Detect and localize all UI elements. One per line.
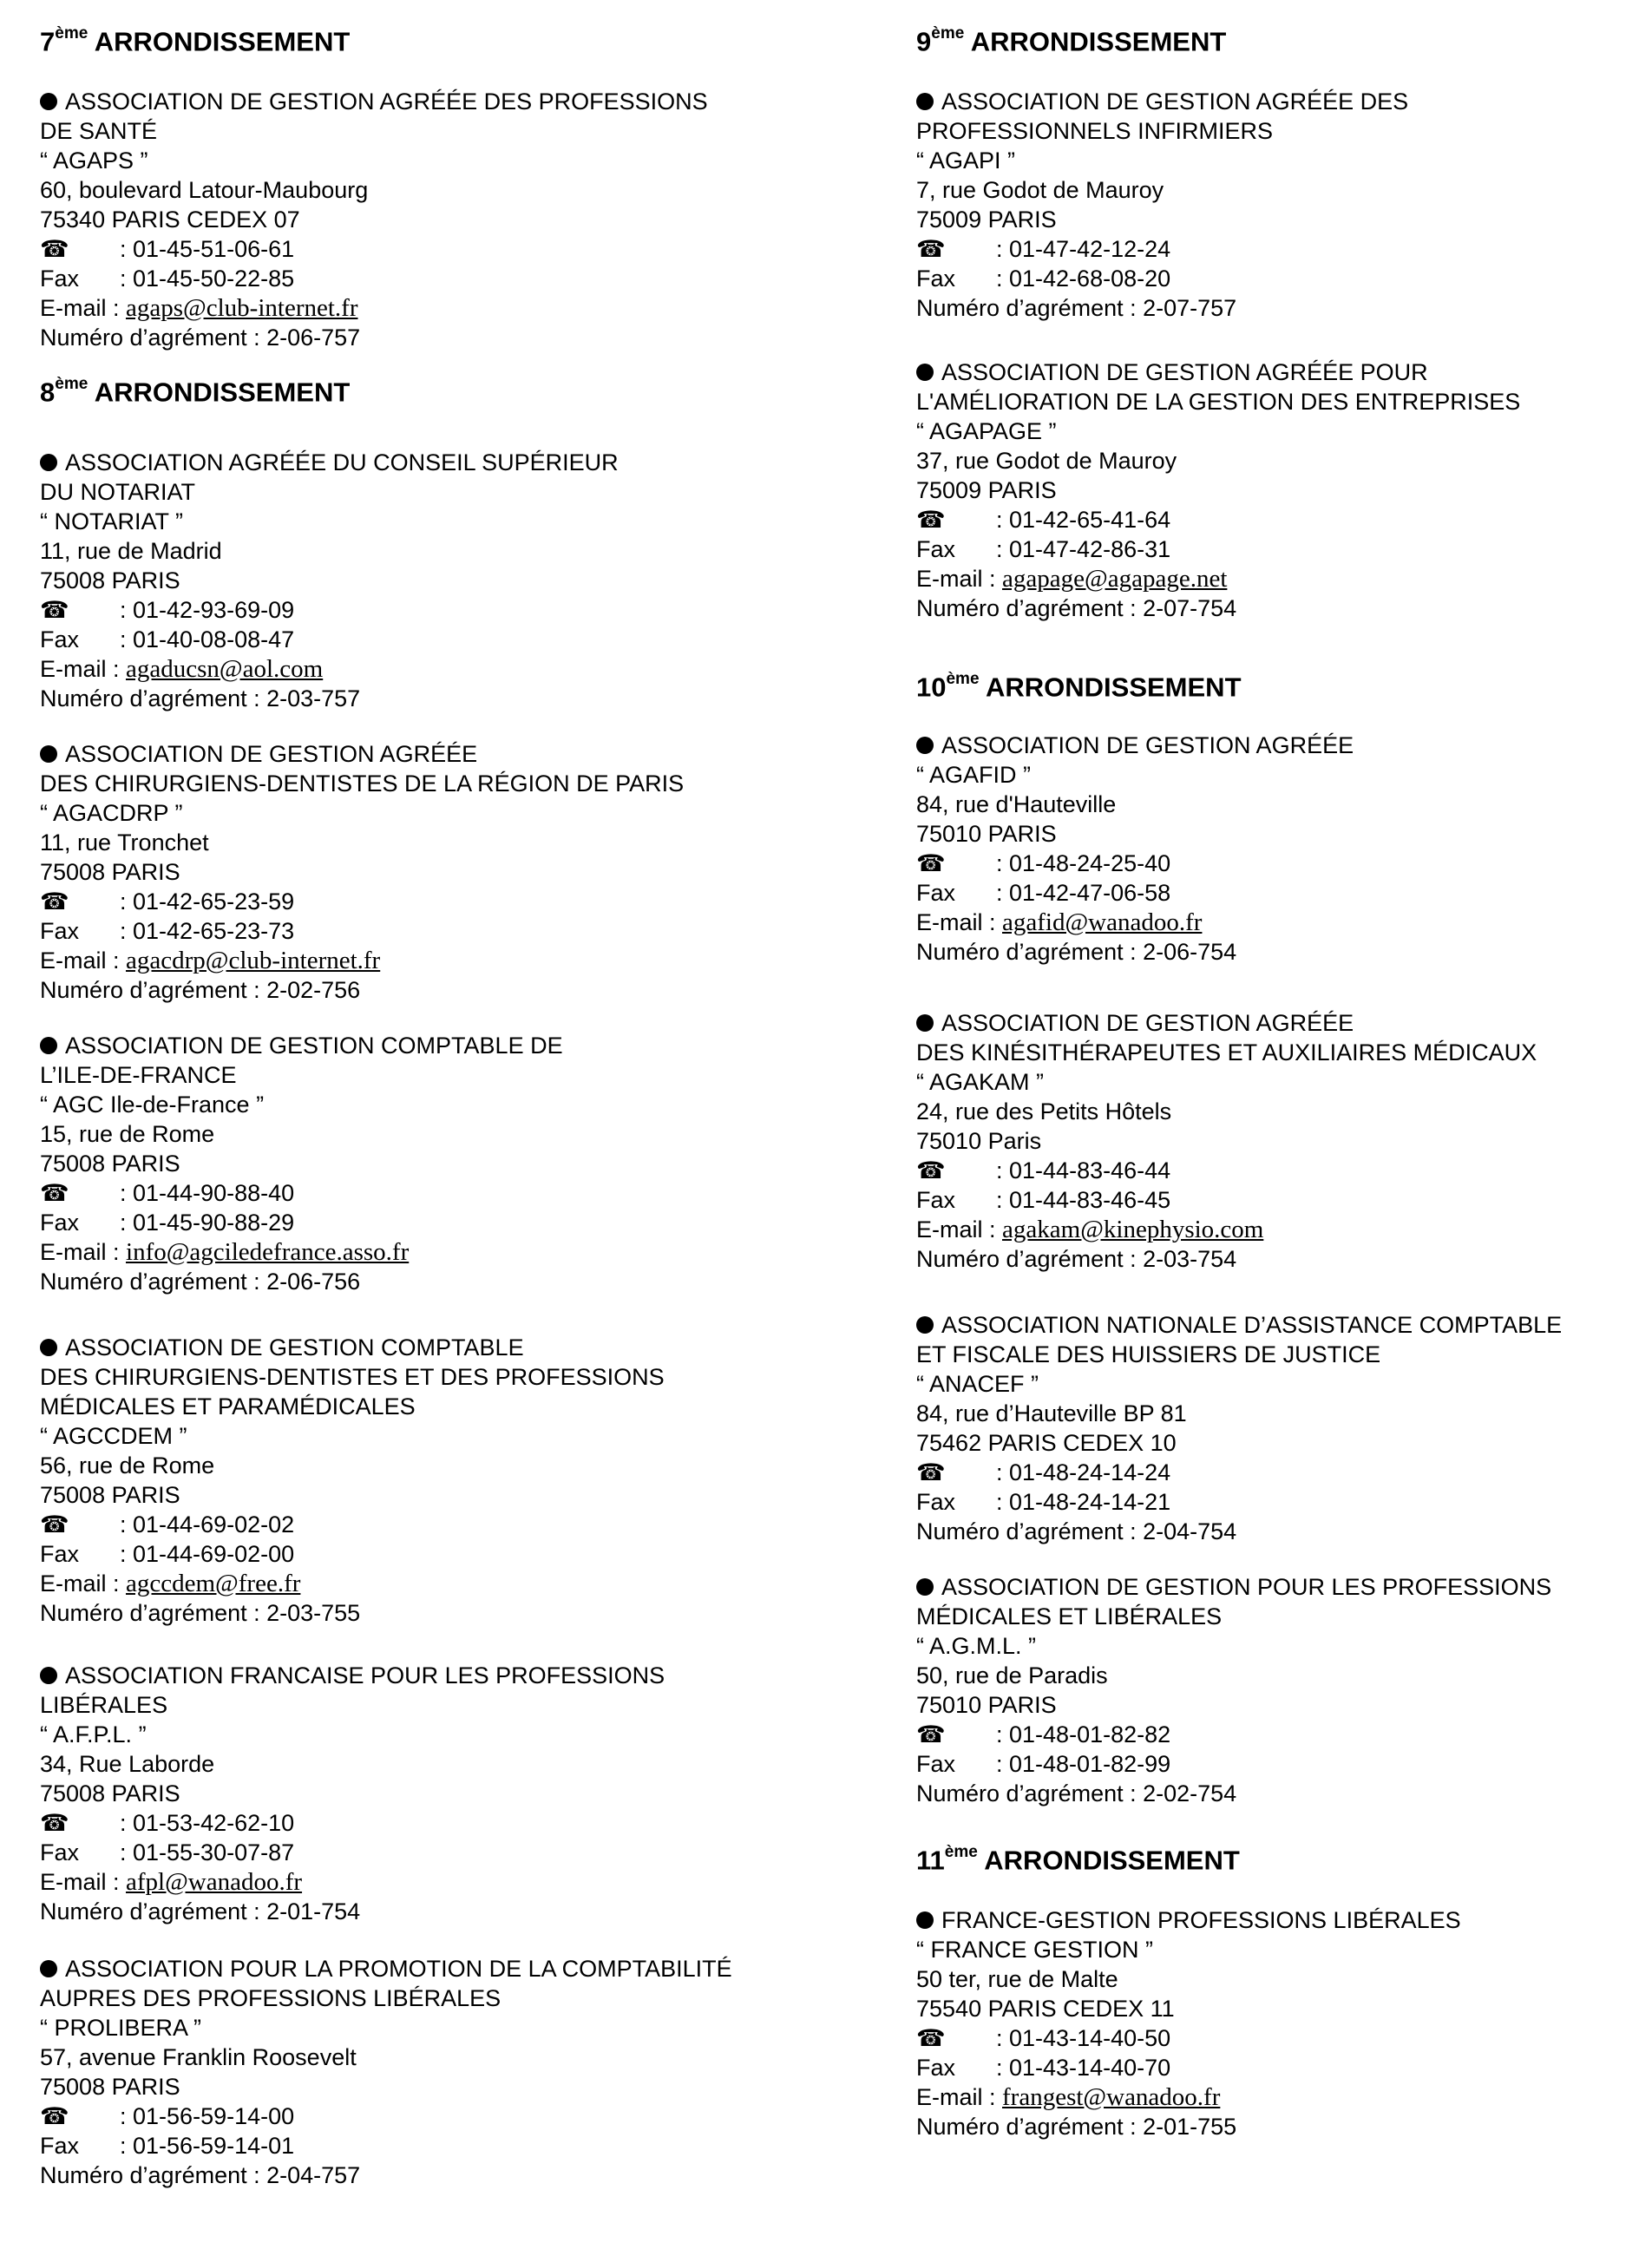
association-name-text: ASSOCIATION DE GESTION AGRÉÉE POUR <box>941 359 1428 385</box>
agrement-number: Numéro d’agrément : 2-07-754 <box>916 595 1237 621</box>
email-line <box>40 293 856 323</box>
street-address: 60, boulevard Latour-Maubourg <box>40 177 369 203</box>
telephone-icon: ☎ <box>40 236 69 262</box>
fax-line <box>40 2131 856 2160</box>
phone-separator: : <box>120 236 134 262</box>
association-name-text: L’ILE-DE-FRANCE <box>40 1062 237 1088</box>
fax-label: Fax <box>40 918 80 944</box>
phone-separator: : <box>120 1810 134 1836</box>
association-acronym: “ A.G.M.L. ” <box>916 1633 1037 1659</box>
association-entry <box>916 1572 1645 1808</box>
fax-label: Fax <box>916 1187 956 1213</box>
association-name-line <box>916 1905 1645 1935</box>
phone-separator: : <box>996 1157 1010 1184</box>
phone-line <box>916 234 1645 264</box>
fax-number: : 01-44-69-02-00 <box>120 1541 295 1567</box>
phone-number: 01-48-01-82-82 <box>1009 1721 1171 1747</box>
heading-number: 7 <box>40 26 56 57</box>
email-link[interactable]: agccdem@free.fr <box>126 1570 301 1597</box>
section-heading <box>40 19 856 59</box>
telephone-icon: ☎ <box>916 1157 946 1184</box>
association-acronym: “ A.F.P.L. ” <box>40 1721 147 1747</box>
phone-line <box>40 595 856 625</box>
email-line <box>40 1237 856 1267</box>
phone-number: 01-43-14-40-50 <box>1009 2025 1171 2051</box>
fax-label: Fax <box>916 880 956 906</box>
association-name-line <box>916 1340 1645 1369</box>
fax-number: : 01-42-65-23-73 <box>120 918 295 944</box>
fax-line <box>916 1487 1645 1517</box>
telephone-icon: ☎ <box>40 1810 69 1836</box>
fax-line <box>40 625 856 654</box>
agrement-number: Numéro d’agrément : 2-04-754 <box>916 1518 1237 1544</box>
heading-text: ARRONDISSEMENT <box>984 1845 1240 1876</box>
association-entry <box>40 1031 856 1296</box>
email-line <box>40 1569 856 1598</box>
street-address: 34, Rue Laborde <box>40 1751 215 1777</box>
email-link[interactable]: agacdrp@club-internet.fr <box>126 947 381 974</box>
association-name-text: FRANCE-GESTION PROFESSIONS LIBÉRALES <box>941 1907 1461 1933</box>
fax-number: : 01-47-42-86-31 <box>996 536 1171 562</box>
association-entry <box>40 739 856 1005</box>
agrement-number: Numéro d’agrément : 2-04-757 <box>40 2162 361 2188</box>
association-name-line <box>40 769 856 798</box>
association-name-text: ASSOCIATION DE GESTION AGRÉÉE DES <box>941 89 1409 115</box>
fax-label: Fax <box>40 1839 80 1865</box>
phone-separator: : <box>120 597 134 623</box>
phone-line <box>916 505 1645 534</box>
association-entry <box>40 87 856 352</box>
email-label: E-mail : <box>916 1216 1003 1243</box>
phone-number: 01-48-24-25-40 <box>1009 850 1171 876</box>
phone-line <box>916 1458 1645 1487</box>
association-name-line <box>916 1008 1645 1038</box>
bullet-icon <box>916 93 934 110</box>
association-name-line <box>916 1602 1645 1631</box>
phone-separator: : <box>996 850 1010 876</box>
phone-number: 01-56-59-14-00 <box>133 2103 295 2129</box>
heading-superscript: ème <box>944 1843 978 1861</box>
association-name-line <box>40 1983 856 2013</box>
bullet-icon <box>916 1911 934 1929</box>
phone-line <box>916 2023 1645 2053</box>
association-name-text: DU NOTARIAT <box>40 479 195 505</box>
bullet-icon <box>40 93 57 110</box>
agrement-number: Numéro d’agrément : 2-06-756 <box>40 1269 361 1295</box>
phone-separator: : <box>996 1721 1010 1747</box>
heading-text: ARRONDISSEMENT <box>94 26 351 57</box>
association-name-text: ASSOCIATION DE GESTION COMPTABLE DE <box>65 1033 563 1059</box>
heading-text: ARRONDISSEMENT <box>94 377 351 408</box>
association-name-line <box>916 357 1645 387</box>
fax-number: : 01-55-30-07-87 <box>120 1839 295 1865</box>
fax-number: : 01-43-14-40-70 <box>996 2055 1171 2081</box>
email-label: E-mail : <box>916 2084 1003 2110</box>
postal-city: 75010 Paris <box>916 1128 1042 1154</box>
section-heading <box>916 19 1645 59</box>
association-name-line <box>40 477 856 507</box>
email-line <box>916 1215 1645 1244</box>
bullet-icon <box>40 1960 57 1977</box>
association-entry <box>916 1905 1645 2141</box>
fax-line <box>40 1838 856 1867</box>
telephone-icon: ☎ <box>40 888 69 915</box>
association-name-text: DES CHIRURGIENS-DENTISTES DE LA RÉGION DE PARIS <box>40 770 685 797</box>
agrement-number: Numéro d’agrément : 2-03-754 <box>916 1246 1237 1272</box>
bullet-icon <box>40 745 57 763</box>
email-link[interactable]: agapage@agapage.net <box>1002 565 1228 593</box>
street-address: 84, rue d'Hauteville <box>916 791 1117 817</box>
association-name-text: PROFESSIONNELS INFIRMIERS <box>916 118 1274 144</box>
association-name-line <box>40 116 856 146</box>
fax-label: Fax <box>916 1751 956 1777</box>
section-heading <box>916 665 1645 705</box>
street-address: 57, avenue Franklin Roosevelt <box>40 2044 357 2070</box>
arrondissement-heading <box>916 19 1645 59</box>
association-entry <box>40 448 856 713</box>
email-link[interactable]: agakam@kinephysio.com <box>1002 1216 1264 1243</box>
association-name-line <box>40 1954 856 1983</box>
association-name-text: ASSOCIATION NATIONALE D’ASSISTANCE COMPTABLE <box>941 1312 1563 1338</box>
phone-number: 01-42-65-23-59 <box>133 888 295 915</box>
association-name-text: ASSOCIATION DE GESTION AGRÉÉE DES PROFESSIONS <box>65 89 708 115</box>
association-acronym: “ AGAKAM ” <box>916 1069 1045 1095</box>
association-name-line <box>916 1038 1645 1067</box>
arrondissement-heading <box>916 665 1645 705</box>
postal-city: 75008 PARIS <box>40 567 180 593</box>
association-name-text: DE SANTÉ <box>40 118 158 144</box>
street-address: 7, rue Godot de Mauroy <box>916 177 1164 203</box>
association-name-text: ET FISCALE DES HUISSIERS DE JUSTICE <box>916 1341 1381 1367</box>
telephone-icon: ☎ <box>40 1180 69 1206</box>
street-address: 24, rue des Petits Hôtels <box>916 1098 1172 1124</box>
telephone-icon: ☎ <box>916 507 946 533</box>
phone-number: 01-44-69-02-02 <box>133 1511 295 1538</box>
association-entry <box>916 357 1645 623</box>
association-name-line <box>916 87 1645 116</box>
association-name-line <box>40 1392 856 1421</box>
association-acronym: “ AGAFID ” <box>916 762 1032 788</box>
association-acronym: “ AGACDRP ” <box>40 800 183 826</box>
street-address: 15, rue de Rome <box>40 1121 215 1147</box>
heading-superscript: ème <box>55 375 88 393</box>
heading-number: 8 <box>40 377 56 408</box>
association-name-line <box>40 1031 856 1060</box>
phone-line <box>916 1720 1645 1749</box>
heading-number: 10 <box>916 672 947 703</box>
fax-line <box>916 264 1645 293</box>
association-acronym: “ FRANCE GESTION ” <box>916 1937 1154 1963</box>
bullet-icon <box>916 364 934 381</box>
heading-number: 11 <box>916 1845 945 1876</box>
phone-number: 01-42-65-41-64 <box>1009 507 1171 533</box>
fax-number: : 01-48-24-14-21 <box>996 1489 1171 1515</box>
email-line <box>916 2082 1645 2112</box>
phone-separator: : <box>120 1511 134 1538</box>
association-name-line <box>40 1060 856 1090</box>
fax-label: Fax <box>40 626 80 652</box>
bullet-icon <box>916 1014 934 1032</box>
postal-city: 75009 PARIS <box>916 207 1057 233</box>
agrement-number: Numéro d’agrément : 2-01-755 <box>916 2114 1237 2140</box>
postal-city: 75008 PARIS <box>40 859 180 885</box>
heading-number: 9 <box>916 26 932 57</box>
postal-city: 75008 PARIS <box>40 1780 180 1806</box>
phone-line <box>40 1178 856 1208</box>
association-name-text: ASSOCIATION DE GESTION COMPTABLE <box>65 1334 524 1361</box>
phone-number: 01-53-42-62-10 <box>133 1810 295 1836</box>
association-acronym: “ PROLIBERA ” <box>40 2015 202 2041</box>
fax-number: : 01-44-83-46-45 <box>996 1187 1171 1213</box>
fax-number: : 01-45-90-88-29 <box>120 1210 295 1236</box>
postal-city: 75540 PARIS CEDEX 11 <box>916 1996 1175 2022</box>
telephone-icon: ☎ <box>40 597 69 623</box>
postal-city: 75008 PARIS <box>40 1482 180 1508</box>
fax-line <box>916 878 1645 908</box>
section-heading <box>916 1838 1645 1878</box>
phone-number: 01-47-42-12-24 <box>1009 236 1171 262</box>
association-name-line <box>40 1362 856 1392</box>
association-name-text: ASSOCIATION DE GESTION AGRÉÉE <box>941 732 1354 758</box>
bullet-icon <box>40 1037 57 1054</box>
fax-label: Fax <box>40 1210 80 1236</box>
association-name-line <box>40 739 856 769</box>
telephone-icon: ☎ <box>916 850 946 876</box>
phone-separator: : <box>996 1459 1010 1485</box>
fax-line <box>916 1185 1645 1215</box>
heading-superscript: ème <box>55 24 88 43</box>
phone-separator: : <box>996 507 1010 533</box>
association-acronym: “ AGAPI ” <box>916 148 1016 174</box>
fax-label: Fax <box>40 2133 80 2159</box>
email-line <box>40 654 856 684</box>
telephone-icon: ☎ <box>40 1511 69 1538</box>
association-name-text: MÉDICALES ET PARAMÉDICALES <box>40 1393 416 1420</box>
telephone-icon: ☎ <box>916 2025 946 2051</box>
phone-separator: : <box>120 1180 134 1206</box>
email-label: E-mail : <box>916 909 1003 935</box>
agrement-number: Numéro d’agrément : 2-07-757 <box>916 295 1237 321</box>
association-entry <box>40 1333 856 1628</box>
association-entry <box>916 1310 1645 1546</box>
phone-number: 01-42-93-69-09 <box>133 597 295 623</box>
email-label: E-mail : <box>40 1239 127 1265</box>
agrement-number: Numéro d’agrément : 2-02-754 <box>916 1780 1237 1806</box>
email-link[interactable]: info@agciledefrance.asso.fr <box>126 1238 410 1266</box>
fax-label: Fax <box>916 536 956 562</box>
association-acronym: “ ANACEF ” <box>916 1371 1039 1397</box>
phone-number: 01-44-90-88-40 <box>133 1180 295 1206</box>
association-name-line <box>916 116 1645 146</box>
agrement-number: Numéro d’agrément : 2-02-756 <box>40 977 361 1003</box>
phone-line <box>40 1510 856 1539</box>
association-entry <box>916 87 1645 323</box>
association-name-line <box>40 448 856 477</box>
phone-line <box>916 1156 1645 1185</box>
fax-line <box>916 1749 1645 1779</box>
fax-label: Fax <box>916 266 956 292</box>
phone-separator: : <box>120 2103 134 2129</box>
bullet-icon <box>40 1339 57 1356</box>
email-line <box>916 908 1645 937</box>
agrement-number: Numéro d’agrément : 2-03-757 <box>40 685 361 711</box>
association-acronym: “ NOTARIAT ” <box>40 508 183 534</box>
phone-line <box>40 887 856 916</box>
heading-superscript: ème <box>946 670 980 688</box>
agrement-number: Numéro d’agrément : 2-06-754 <box>916 939 1237 965</box>
association-name-text: ASSOCIATION DE GESTION AGRÉÉE <box>65 741 478 767</box>
postal-city: 75462 PARIS CEDEX 10 <box>916 1430 1177 1456</box>
telephone-icon: ☎ <box>916 1459 946 1485</box>
arrondissement-heading <box>40 370 856 410</box>
street-address: 56, rue de Rome <box>40 1452 215 1479</box>
heading-superscript: ème <box>931 24 965 43</box>
email-label: E-mail : <box>916 566 1003 592</box>
arrondissement-heading <box>40 19 856 59</box>
street-address: 50 ter, rue de Malte <box>916 1966 1118 1992</box>
street-address: 84, rue d’Hauteville BP 81 <box>916 1400 1187 1426</box>
bullet-icon <box>40 454 57 471</box>
postal-city: 75010 PARIS <box>916 1692 1057 1718</box>
association-acronym: “ AGCCDEM ” <box>40 1423 187 1449</box>
phone-separator: : <box>996 236 1010 262</box>
email-line <box>40 1867 856 1897</box>
fax-label: Fax <box>40 1541 80 1567</box>
association-name-line <box>916 387 1645 416</box>
agrement-number: Numéro d’agrément : 2-01-754 <box>40 1898 361 1924</box>
association-name-text: AUPRES DES PROFESSIONS LIBÉRALES <box>40 1985 502 2011</box>
email-label: E-mail : <box>40 1869 127 1895</box>
postal-city: 75010 PARIS <box>916 821 1057 847</box>
email-line <box>916 564 1645 593</box>
association-name-text: L'AMÉLIORATION DE LA GESTION DES ENTREPRISES <box>916 389 1521 415</box>
phone-separator: : <box>120 888 134 915</box>
association-name-line <box>916 1310 1645 1340</box>
fax-label: Fax <box>40 266 80 292</box>
association-acronym: “ AGAPAGE ” <box>916 418 1057 444</box>
phone-separator: : <box>996 2025 1010 2051</box>
agrement-number: Numéro d’agrément : 2-03-755 <box>40 1600 361 1626</box>
fax-line <box>40 1208 856 1237</box>
association-name-text: DES KINÉSITHÉRAPEUTES ET AUXILIAIRES MÉDICAUX <box>916 1039 1537 1065</box>
section-heading <box>40 370 856 410</box>
association-name-text: DES CHIRURGIENS-DENTISTES ET DES PROFESSIONS <box>40 1364 665 1390</box>
fax-line <box>40 916 856 946</box>
telephone-icon: ☎ <box>40 2103 69 2129</box>
bullet-icon <box>916 737 934 754</box>
association-acronym: “ AGAPS ” <box>40 148 148 174</box>
fax-number: : 01-42-68-08-20 <box>996 266 1171 292</box>
phone-number: 01-45-51-06-61 <box>133 236 295 262</box>
email-link[interactable]: agaps@club-internet.fr <box>126 294 358 322</box>
email-label: E-mail : <box>40 295 127 321</box>
fax-line <box>40 1539 856 1569</box>
fax-line <box>916 534 1645 564</box>
phone-line <box>40 1808 856 1838</box>
association-name-line <box>40 1690 856 1720</box>
fax-number: : 01-56-59-14-01 <box>120 2133 295 2159</box>
association-name-line <box>916 1572 1645 1602</box>
association-name-line <box>916 731 1645 760</box>
postal-city: 75009 PARIS <box>916 477 1057 503</box>
bullet-icon <box>916 1316 934 1334</box>
email-link[interactable]: frangest@wanadoo.fr <box>1002 2083 1221 2111</box>
postal-city: 75008 PARIS <box>40 1151 180 1177</box>
association-name-text: LIBÉRALES <box>40 1692 168 1718</box>
street-address: 37, rue Godot de Mauroy <box>916 448 1177 474</box>
fax-number: : 01-40-08-08-47 <box>120 626 295 652</box>
association-acronym: “ AGC Ile-de-France ” <box>40 1092 265 1118</box>
fax-label: Fax <box>916 2055 956 2081</box>
email-link[interactable]: agaducsn@aol.com <box>126 655 324 683</box>
association-name-text: ASSOCIATION DE GESTION AGRÉÉE <box>941 1010 1354 1036</box>
bullet-icon <box>40 1667 57 1684</box>
association-name-line <box>40 1333 856 1362</box>
fax-line <box>916 2053 1645 2082</box>
fax-number: : 01-48-01-82-99 <box>996 1751 1171 1777</box>
association-name-line <box>40 1661 856 1690</box>
heading-text: ARRONDISSEMENT <box>985 672 1242 703</box>
association-entry <box>916 731 1645 967</box>
email-label: E-mail : <box>40 656 127 682</box>
email-label: E-mail : <box>40 1570 127 1597</box>
phone-line <box>916 849 1645 878</box>
street-address: 11, rue Tronchet <box>40 829 209 856</box>
association-entry <box>40 1661 856 1926</box>
phone-number: 01-48-24-14-24 <box>1009 1459 1171 1485</box>
phone-line <box>40 2101 856 2131</box>
telephone-icon: ☎ <box>916 236 946 262</box>
fax-number: : 01-42-47-06-58 <box>996 880 1171 906</box>
association-name-text: MÉDICALES ET LIBÉRALES <box>916 1603 1223 1629</box>
association-entry <box>916 1008 1645 1274</box>
postal-city: 75008 PARIS <box>40 2074 180 2100</box>
street-address: 11, rue de Madrid <box>40 538 222 564</box>
agrement-number: Numéro d’agrément : 2-06-757 <box>40 325 361 351</box>
phone-number: 01-44-83-46-44 <box>1009 1157 1171 1184</box>
association-name-text: ASSOCIATION AGRÉÉE DU CONSEIL SUPÉRIEUR <box>65 449 619 475</box>
postal-city: 75340 PARIS CEDEX 07 <box>40 207 300 233</box>
association-name-text: ASSOCIATION DE GESTION POUR LES PROFESSIONS <box>941 1574 1552 1600</box>
email-link[interactable]: agafid@wanadoo.fr <box>1002 908 1203 936</box>
association-name-line <box>40 87 856 116</box>
phone-line <box>40 234 856 264</box>
email-label: E-mail : <box>40 947 127 974</box>
bullet-icon <box>916 1578 934 1596</box>
heading-text: ARRONDISSEMENT <box>970 26 1227 57</box>
fax-label: Fax <box>916 1489 956 1515</box>
association-name-text: ASSOCIATION FRANCAISE POUR LES PROFESSIONS <box>65 1662 665 1688</box>
telephone-icon: ☎ <box>916 1721 946 1747</box>
association-entry <box>40 1954 856 2190</box>
fax-number: : 01-45-50-22-85 <box>120 266 295 292</box>
email-line <box>40 946 856 975</box>
fax-line <box>40 264 856 293</box>
association-name-text: ASSOCIATION POUR LA PROMOTION DE LA COMPTABILITÉ <box>65 1956 732 1982</box>
arrondissement-heading <box>916 1838 1645 1878</box>
email-link[interactable]: afpl@wanadoo.fr <box>126 1868 303 1896</box>
street-address: 50, rue de Paradis <box>916 1662 1108 1688</box>
